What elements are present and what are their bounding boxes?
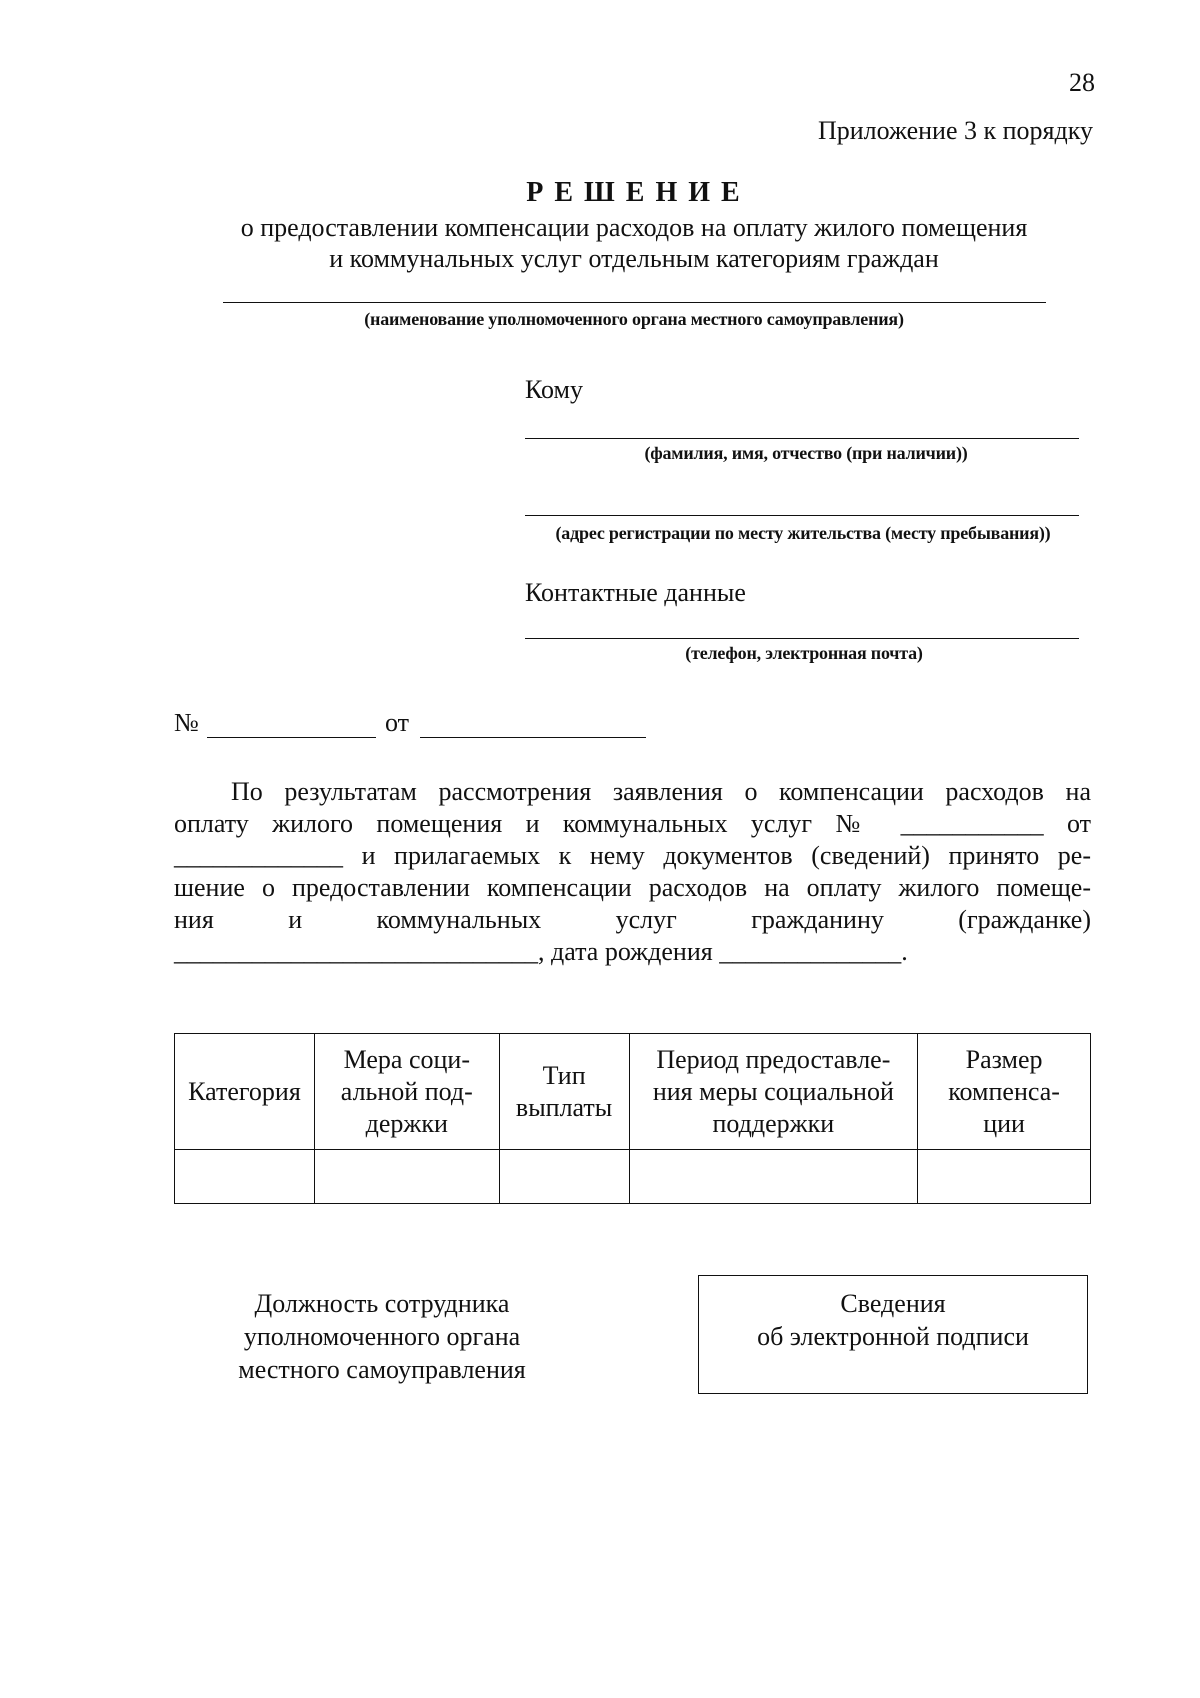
authority-caption: (наименование уполномоченного органа местного самоуправления) xyxy=(364,309,904,329)
contacts-caption: (телефон, электронная почта) xyxy=(685,643,923,663)
document-title: Р Е Ш Е Н И Е xyxy=(526,177,742,208)
number-field-line[interactable] xyxy=(207,737,376,738)
decision-paragraph xyxy=(174,776,1091,968)
number-label: № xyxy=(174,708,199,737)
name-caption: (фамилия, имя, отчество (при наличии)) xyxy=(644,443,968,463)
date-field-line[interactable] xyxy=(420,737,646,738)
paragraph-line: оплату жилого помещения и коммунальных услуг № ___________ от xyxy=(174,809,1091,838)
cell-category[interactable] xyxy=(175,1150,315,1204)
header-period: Период предоставле- ния меры социальной поддержки xyxy=(629,1034,918,1150)
official-position: Должность сотрудника уполномоченного органа местного самоуправления xyxy=(238,1289,526,1384)
paragraph-line: ____________________________, дата рождения ______________. xyxy=(174,937,908,966)
header-category: Категория xyxy=(175,1034,315,1150)
name-field-line[interactable] xyxy=(525,438,1079,439)
appendix-label: Приложение 3 к порядку xyxy=(817,116,1093,145)
contacts-label: Контактные данные xyxy=(525,578,746,607)
contacts-field-line[interactable] xyxy=(525,638,1079,639)
address-caption: (адрес регистрации по месту жительства (месту пребывания)) xyxy=(555,523,1051,543)
cell-period[interactable] xyxy=(629,1150,918,1204)
to-label: Кому xyxy=(525,375,584,404)
paragraph-line: ния и коммунальных услуг гражданину (гражданке) xyxy=(174,905,1091,934)
paragraph-line: _____________ и прилагаемых к нему документов (сведений) принято ре- xyxy=(174,841,1091,870)
paragraph-line: шение о предоставлении компенсации расходов на оплату жилого помеще- xyxy=(174,873,1091,902)
header-support-measure: Мера соци- альной под- держки xyxy=(314,1034,499,1150)
esign-text: Сведения об электронной подписи xyxy=(757,1289,1029,1351)
page-number: 28 xyxy=(1069,68,1095,97)
cell-amount[interactable] xyxy=(918,1150,1091,1204)
table-row xyxy=(175,1150,1091,1204)
compensation-table xyxy=(174,1033,1091,1204)
cell-payment-type[interactable] xyxy=(499,1150,629,1204)
address-field-line[interactable] xyxy=(525,515,1079,516)
date-label: от xyxy=(385,708,410,737)
header-amount: Размер компенса- ции xyxy=(918,1034,1091,1150)
paragraph-line: По результатам рассмотрения заявления о компенсации расходов на xyxy=(231,777,1091,806)
table-header-row xyxy=(175,1034,1091,1150)
subtitle-line-1: о предоставлении компенсации расходов на оплату жилого помещения xyxy=(240,213,1028,242)
authority-field-line[interactable] xyxy=(223,302,1046,303)
cell-support-measure[interactable] xyxy=(314,1150,499,1204)
header-payment-type: Тип выплаты xyxy=(499,1034,629,1150)
subtitle-line-2: и коммунальных услуг отдельным категориям граждан xyxy=(329,244,939,273)
electronic-signature-box xyxy=(698,1275,1088,1394)
